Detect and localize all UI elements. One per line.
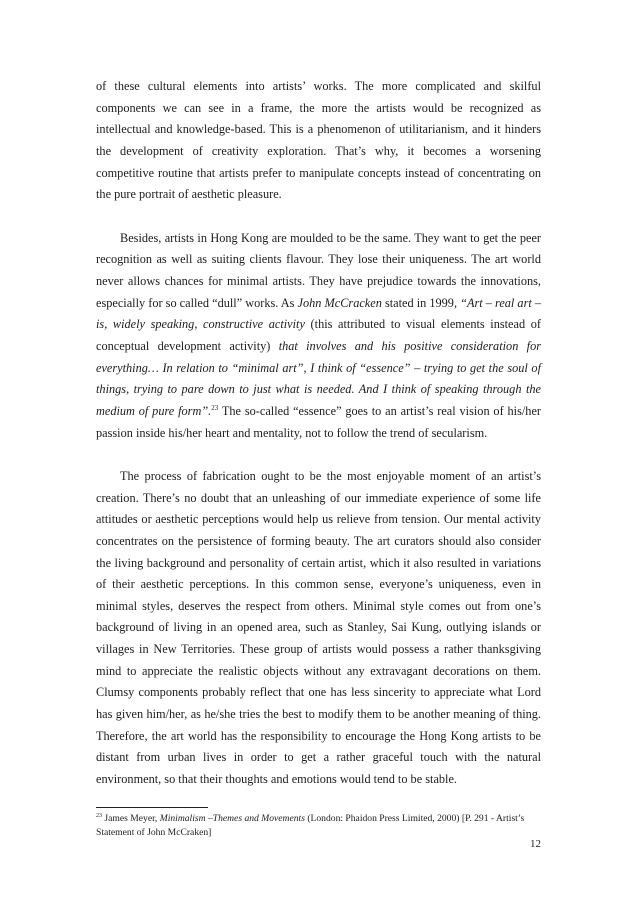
- body-text: [96, 76, 541, 791]
- footnote: [96, 812, 548, 840]
- footnote-citation: (London: Phaidon Press Limited, 2000) [P. 291 - Artist’s Statement of John McCraken]: [96, 813, 525, 838]
- paragraph-2-text-c: (this attributed to visual elements instead of conceptual development activity): [96, 317, 541, 353]
- page-number: 12: [530, 838, 541, 850]
- paragraph-2-text-d: The so-called “essence” goes to an artist’s real vision of his/her passion inside his/her heart and mentality, not to follow the trend of secularism.: [96, 403, 541, 440]
- quote-1: “Art – real art – is, widely speaking, constructive activity: [96, 295, 541, 332]
- paragraph-2: [96, 228, 541, 445]
- paragraph-3: The process of fabrication ought to be the most enjoyable moment of an artist’s creation. There’s no doubt that an unleashing of our immediate experience of some life attitudes or aesthetic perceptions would help us relieve from tension. Our mental activity concentrates on the persistence of forming beauty. The art curators should also consider the living background and personality of certain artist, which it also resulted in variations of their aesthetic perceptions. In this common sense, everyone’s uniqueness, even in minimal styles, deserves the respect from others. Minimal style comes out from one’s background of living in an opened area, such as Stanley, Sai Kung, outlying islands or villages in New Territories. These group of artists would possess a rather thanksgiving mind to appreciate the realistic objects without any extravagant decorations on them. Clumsy components probably reflect that one has less sincerity to appreciate what Lord has given him/her, as he/she tries the best to modify them to be another meaning of thing. Therefore, the art world has the responsibility to encourage the Hong Kong artists to be distant from urban lives in order to get a rather graceful touch with the natural environment, so that their thoughts and emotions would tend to be stable.: [96, 468, 541, 787]
- paragraph-gap: [96, 444, 541, 466]
- paragraph-2-text-b: stated in 1999,: [381, 295, 461, 310]
- author-name: John McCracken: [297, 295, 382, 310]
- paragraph-1: of these cultural elements into artists’ works. The more complicated and skilful components we can see in a frame, the more the artists would be recognized as intellectual and knowledge-based. This is a phenomenon of utilitarianism, and it hinders the development of creativity exploration. That’s why, it becomes a worsening competitive routine that artists prefer to manipulate concepts instead of concentrating on the pure portrait of aesthetic pleasure.: [96, 79, 541, 202]
- footnote-book-title: Minimalism –Themes and Movements: [159, 813, 305, 824]
- paragraph-2-text-a: Besides, artists in Hong Kong are moulded to be the same. They want to get the peer recognition as well as suiting clients flavour. They lose their uniqueness. The art world never allows chances for minimal artists. They have prejudice towards the innovations, especially for so called “dull” works. As: [96, 230, 541, 310]
- paragraph-gap: [96, 206, 541, 228]
- footnote-reference[interactable]: 23: [211, 403, 219, 412]
- footnote-lead: James Meyer,: [102, 813, 160, 824]
- footnote-number: 23: [96, 812, 102, 819]
- quote-2: that involves and his positive consideration for everything… In relation to “minimal art”, I think of “essence” – trying to get the soul of things, trying to pare down to just what is needed. And I think of speaking through the medium of pure form”.: [96, 338, 541, 418]
- footnote-divider: [96, 807, 208, 808]
